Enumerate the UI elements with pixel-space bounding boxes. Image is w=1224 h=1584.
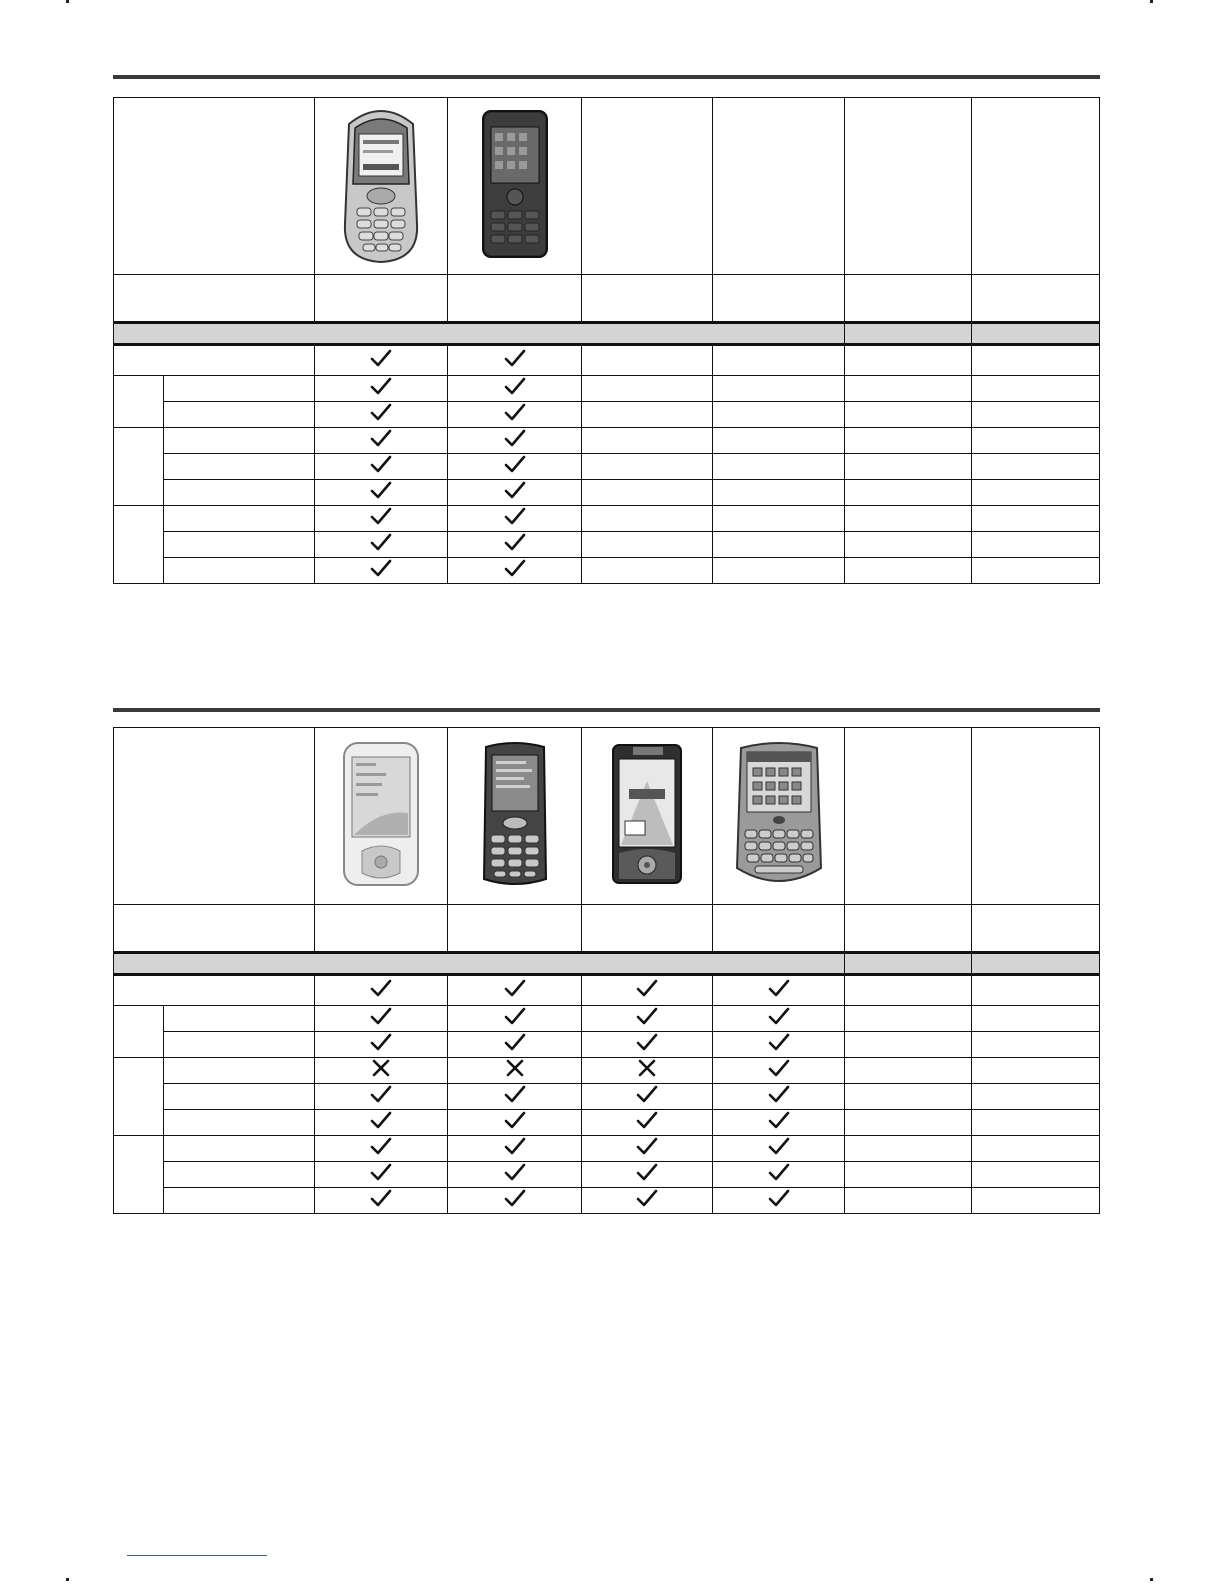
device-image-row [114, 98, 1100, 275]
support-cell [713, 1058, 845, 1084]
device-image-cell [315, 98, 448, 275]
device-image-cell [448, 98, 582, 275]
support-cell [448, 1162, 582, 1188]
feature-row [114, 345, 1100, 376]
support-cell [972, 532, 1100, 558]
check-icon [370, 1006, 392, 1026]
navigation-phone-image [609, 741, 685, 887]
check-icon [370, 1162, 392, 1182]
support-cell [582, 480, 713, 506]
pda-phone-image [340, 739, 422, 889]
check-icon [370, 978, 392, 998]
support-cell [582, 1084, 713, 1110]
support-cell [845, 428, 972, 454]
support-cell [582, 1188, 713, 1214]
support-cell [972, 1006, 1100, 1032]
section-band-cell [845, 323, 972, 345]
support-cell [713, 975, 845, 1006]
footer-link-underline [127, 1555, 267, 1556]
support-cell [582, 558, 713, 584]
support-cell [972, 428, 1100, 454]
support-cell [582, 454, 713, 480]
check-icon [504, 480, 526, 500]
support-cell [448, 1006, 582, 1032]
feature-label-cell [164, 506, 315, 532]
check-icon [504, 1136, 526, 1156]
check-icon [370, 376, 392, 396]
check-icon [504, 454, 526, 474]
check-icon [504, 532, 526, 552]
support-cell [713, 402, 845, 428]
support-cell [448, 1136, 582, 1162]
feature-row [114, 480, 1100, 506]
device-image-cell [972, 98, 1100, 275]
device-name-cell [582, 905, 713, 953]
support-cell [582, 1058, 713, 1084]
support-cell [582, 428, 713, 454]
check-icon [636, 1188, 658, 1208]
support-cell [582, 1110, 713, 1136]
check-icon [636, 1084, 658, 1104]
section-band-cell [114, 323, 845, 345]
support-cell [845, 1162, 972, 1188]
support-cell [315, 975, 448, 1006]
header-label-cell [114, 98, 315, 275]
sony-ericsson-candybar-image [479, 109, 551, 259]
support-cell [448, 532, 582, 558]
support-cell [972, 345, 1100, 376]
support-cell [972, 1136, 1100, 1162]
support-cell [713, 1032, 845, 1058]
support-cell [315, 1136, 448, 1162]
support-cell [972, 402, 1100, 428]
support-cell [972, 506, 1100, 532]
feature-row [114, 402, 1100, 428]
feature-label-cell [164, 1188, 315, 1214]
support-cell [845, 454, 972, 480]
feature-row [114, 1058, 1100, 1084]
device-image-cell [713, 728, 845, 905]
support-cell [972, 1188, 1100, 1214]
feature-row [114, 454, 1100, 480]
support-cell [448, 1188, 582, 1214]
support-cell [713, 376, 845, 402]
support-cell [972, 376, 1100, 402]
compatibility-table-1 [113, 97, 1100, 584]
feature-label-cell [114, 345, 315, 376]
check-icon [768, 1188, 790, 1208]
support-cell [582, 1032, 713, 1058]
feature-label-cell [164, 1110, 315, 1136]
support-cell [845, 402, 972, 428]
support-cell [582, 532, 713, 558]
support-cell [972, 1032, 1100, 1058]
device-image-cell [582, 98, 713, 275]
check-icon [504, 348, 526, 368]
feature-label-cell [164, 428, 315, 454]
check-icon [768, 1136, 790, 1156]
feature-label-cell [164, 532, 315, 558]
check-icon [370, 558, 392, 578]
feature-group-cell [114, 376, 164, 428]
support-cell [448, 1058, 582, 1084]
device-name-cell [845, 905, 972, 953]
support-cell [448, 480, 582, 506]
check-icon [370, 480, 392, 500]
device-image-cell [582, 728, 713, 905]
support-cell [448, 428, 582, 454]
support-cell [713, 1110, 845, 1136]
support-cell [713, 1006, 845, 1032]
feature-group-cell [114, 1058, 164, 1136]
check-icon [636, 1006, 658, 1026]
check-icon [504, 1084, 526, 1104]
support-cell [448, 1084, 582, 1110]
device-image-cell [713, 98, 845, 275]
support-cell [845, 1110, 972, 1136]
support-cell [448, 558, 582, 584]
support-cell [448, 1110, 582, 1136]
support-cell [713, 428, 845, 454]
check-icon [370, 454, 392, 474]
support-cell [713, 1188, 845, 1214]
check-icon [768, 1110, 790, 1130]
support-cell [845, 480, 972, 506]
feature-group-cell [114, 1006, 164, 1058]
support-cell [713, 532, 845, 558]
feature-row [114, 1006, 1100, 1032]
device-image-cell [448, 728, 582, 905]
support-cell [315, 376, 448, 402]
support-cell [972, 1162, 1100, 1188]
section-band-cell [114, 953, 845, 975]
section-band [114, 953, 1100, 975]
check-icon [768, 978, 790, 998]
device-name-cell [582, 275, 713, 323]
name-label-cell [114, 275, 315, 323]
crop-mark [66, 1578, 69, 1581]
support-cell [448, 376, 582, 402]
section-rule-2 [113, 708, 1100, 712]
support-cell [845, 376, 972, 402]
check-icon [504, 978, 526, 998]
support-cell [315, 345, 448, 376]
check-icon [504, 1006, 526, 1026]
feature-group-cell [114, 1136, 164, 1214]
header-label-cell [114, 728, 315, 905]
device-name-cell [972, 275, 1100, 323]
support-cell [972, 558, 1100, 584]
support-cell [582, 1162, 713, 1188]
feature-label-cell [164, 1162, 315, 1188]
crop-mark [66, 0, 69, 3]
check-icon [636, 1032, 658, 1052]
smartphone-image [480, 739, 550, 889]
device-name-cell [448, 275, 582, 323]
feature-row [114, 1084, 1100, 1110]
device-name-cell [315, 905, 448, 953]
cross-icon [636, 1058, 658, 1078]
check-icon [504, 402, 526, 422]
check-icon [504, 1188, 526, 1208]
device-name-cell [713, 275, 845, 323]
check-icon [370, 1188, 392, 1208]
support-cell [582, 1136, 713, 1162]
support-cell [315, 532, 448, 558]
check-icon [768, 1162, 790, 1182]
feature-label-cell [164, 1084, 315, 1110]
support-cell [582, 345, 713, 376]
feature-label-cell [164, 1136, 315, 1162]
support-cell [713, 1136, 845, 1162]
check-icon [636, 1136, 658, 1156]
support-cell [845, 1084, 972, 1110]
device-image-cell [972, 728, 1100, 905]
feature-row [114, 1162, 1100, 1188]
device-name-row [114, 275, 1100, 323]
feature-row [114, 1188, 1100, 1214]
feature-label-cell [164, 402, 315, 428]
check-icon [370, 402, 392, 422]
support-cell [582, 506, 713, 532]
check-icon [636, 1162, 658, 1182]
name-label-cell [114, 905, 315, 953]
device-image-cell [845, 728, 972, 905]
section-rule-1 [113, 75, 1100, 79]
feature-row [114, 506, 1100, 532]
device-name-cell [448, 905, 582, 953]
support-cell [972, 1084, 1100, 1110]
check-icon [370, 348, 392, 368]
support-cell [845, 1058, 972, 1084]
check-icon [370, 1136, 392, 1156]
section-band-cell [972, 953, 1100, 975]
support-cell [713, 506, 845, 532]
support-cell [315, 1110, 448, 1136]
feature-row [114, 558, 1100, 584]
support-cell [315, 1188, 448, 1214]
cross-icon [370, 1058, 392, 1078]
support-cell [713, 1162, 845, 1188]
feature-row [114, 532, 1100, 558]
support-cell [845, 1188, 972, 1214]
support-cell [448, 454, 582, 480]
support-cell [713, 480, 845, 506]
check-icon [768, 1084, 790, 1104]
support-cell [845, 506, 972, 532]
device-name-cell [713, 905, 845, 953]
check-icon [504, 1162, 526, 1182]
feature-label-cell [164, 1032, 315, 1058]
support-cell [448, 402, 582, 428]
support-cell [845, 1006, 972, 1032]
check-icon [504, 558, 526, 578]
device-image-cell [315, 728, 448, 905]
support-cell [972, 975, 1100, 1006]
check-icon [504, 506, 526, 526]
support-cell [845, 345, 972, 376]
support-cell [582, 376, 713, 402]
check-icon [768, 1006, 790, 1026]
support-cell [315, 1006, 448, 1032]
support-cell [448, 345, 582, 376]
feature-label-cell [114, 975, 315, 1006]
device-image-row [114, 728, 1100, 905]
feature-label-cell [164, 454, 315, 480]
crop-mark [1150, 1578, 1153, 1581]
feature-label-cell [164, 376, 315, 402]
section-band-cell [972, 323, 1100, 345]
feature-row [114, 1136, 1100, 1162]
check-icon [768, 1058, 790, 1078]
feature-row [114, 975, 1100, 1006]
device-name-cell [972, 905, 1100, 953]
section-band-cell [845, 953, 972, 975]
device-name-cell [315, 275, 448, 323]
check-icon [370, 1110, 392, 1130]
siemens-flip-phone-image [339, 104, 423, 264]
check-icon [370, 506, 392, 526]
check-icon [504, 428, 526, 448]
cross-icon [504, 1058, 526, 1078]
support-cell [972, 1110, 1100, 1136]
feature-label-cell [164, 1006, 315, 1032]
check-icon [768, 1032, 790, 1052]
support-cell [315, 1162, 448, 1188]
support-cell [315, 480, 448, 506]
support-cell [972, 1058, 1100, 1084]
support-cell [713, 454, 845, 480]
device-name-row [114, 905, 1100, 953]
support-cell [315, 454, 448, 480]
support-cell [582, 1006, 713, 1032]
check-icon [370, 428, 392, 448]
feature-label-cell [164, 558, 315, 584]
device-name-cell [845, 275, 972, 323]
support-cell [448, 506, 582, 532]
check-icon [504, 1110, 526, 1130]
feature-label-cell [164, 1058, 315, 1084]
feature-label-cell [164, 480, 315, 506]
support-cell [845, 558, 972, 584]
blackberry-phone-image [733, 738, 825, 890]
support-cell [845, 975, 972, 1006]
section-band [114, 323, 1100, 345]
device-image-cell [845, 98, 972, 275]
support-cell [315, 1084, 448, 1110]
check-icon [636, 978, 658, 998]
support-cell [972, 480, 1100, 506]
check-icon [504, 1032, 526, 1052]
compatibility-table-2 [113, 727, 1100, 1214]
support-cell [845, 1136, 972, 1162]
support-cell [315, 506, 448, 532]
support-cell [972, 454, 1100, 480]
support-cell [845, 532, 972, 558]
support-cell [315, 1058, 448, 1084]
check-icon [370, 1032, 392, 1052]
feature-group-cell [114, 428, 164, 506]
support-cell [448, 975, 582, 1006]
feature-row [114, 1110, 1100, 1136]
support-cell [315, 1032, 448, 1058]
feature-row [114, 376, 1100, 402]
feature-row [114, 1032, 1100, 1058]
crop-mark [1150, 0, 1153, 3]
support-cell [315, 558, 448, 584]
support-cell [448, 1032, 582, 1058]
check-icon [504, 376, 526, 396]
feature-group-cell [114, 506, 164, 584]
support-cell [713, 1084, 845, 1110]
support-cell [713, 345, 845, 376]
support-cell [713, 558, 845, 584]
feature-row [114, 428, 1100, 454]
check-icon [370, 1084, 392, 1104]
support-cell [845, 1032, 972, 1058]
support-cell [582, 975, 713, 1006]
check-icon [636, 1110, 658, 1130]
check-icon [370, 532, 392, 552]
support-cell [315, 428, 448, 454]
support-cell [582, 402, 713, 428]
support-cell [315, 402, 448, 428]
